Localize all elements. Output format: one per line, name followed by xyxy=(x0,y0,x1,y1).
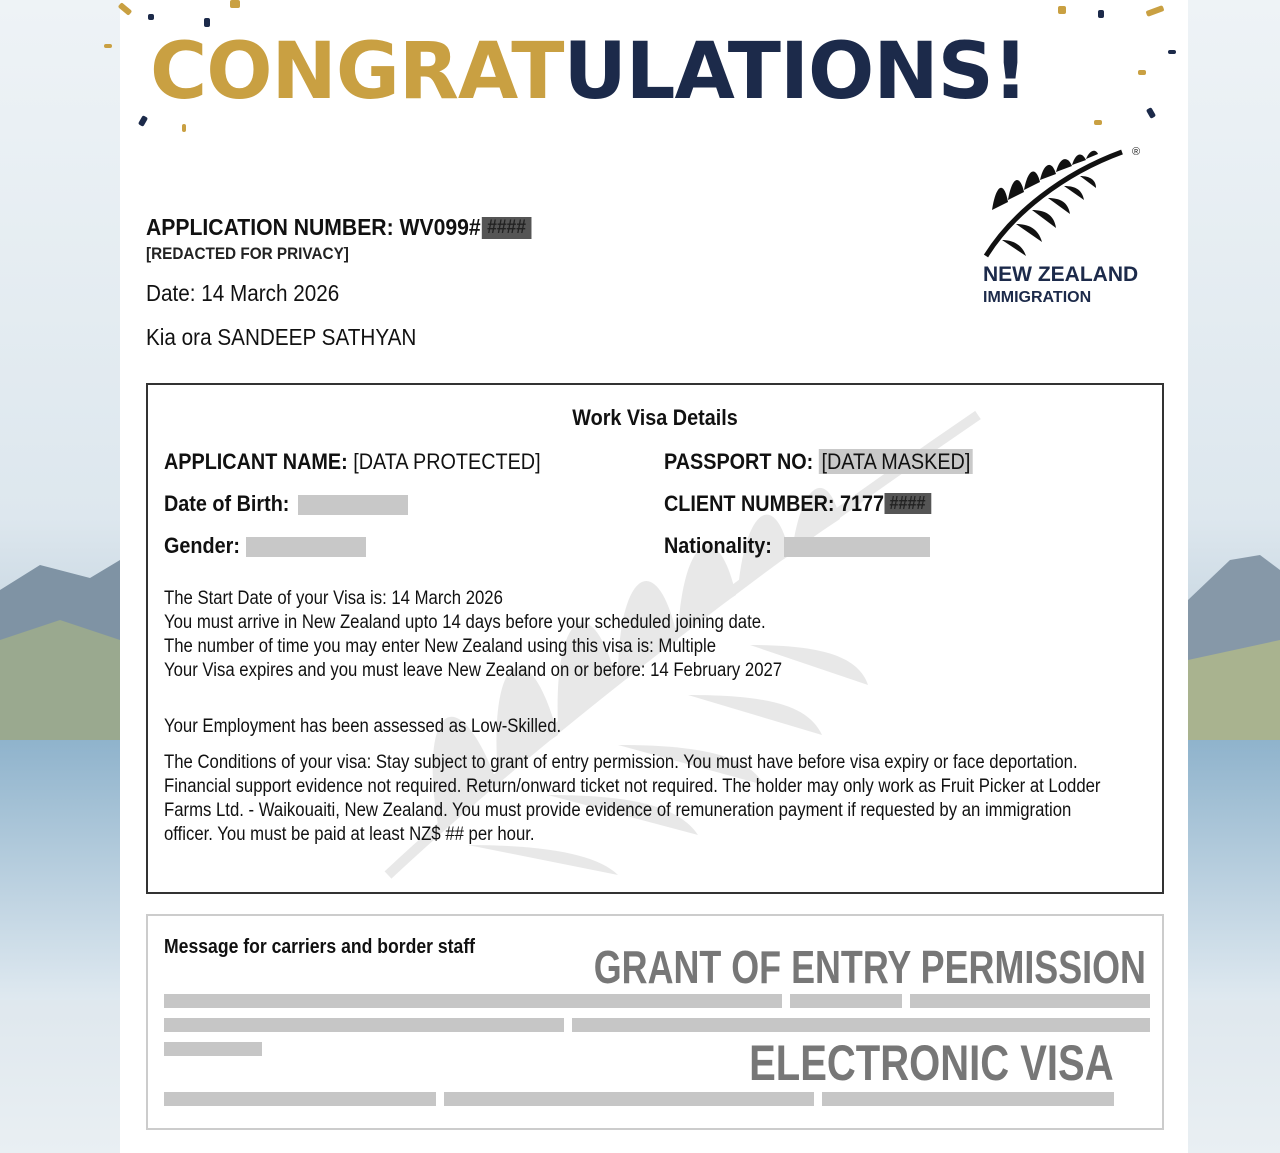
visa-term-line: The Start Date of your Visa is: 14 March 2026 xyxy=(164,588,503,609)
confetti-piece xyxy=(148,14,154,20)
visa-term-line: Your Visa expires and you must leave New Zealand on or before: 14 February 2027 xyxy=(164,660,783,681)
letter-date: Date: 14 March 2026 xyxy=(146,280,340,306)
visa-term-line: You must arrive in New Zealand upto 14 days before your scheduled joining date. xyxy=(164,612,766,633)
nz-immigration-logo xyxy=(982,144,1154,314)
visa-conditions xyxy=(164,751,1101,847)
confetti-piece xyxy=(230,0,240,8)
application-number xyxy=(146,214,532,241)
redacted-line xyxy=(164,1092,436,1106)
applicant-name-field xyxy=(164,449,541,475)
dob-label: Date of Birth: xyxy=(164,491,290,516)
work-visa-details-box xyxy=(146,383,1164,894)
electronic-visa-heading: ELECTRONIC VISA xyxy=(749,1035,1114,1091)
confetti-piece xyxy=(1094,120,1102,125)
confetti-piece xyxy=(1098,10,1104,18)
conditions-line: The Conditions of your visa: Stay subject to grant of entry permission. You must have before visa expiry or face deportation. xyxy=(164,752,1078,773)
confetti-piece xyxy=(1058,6,1066,14)
logo-line-immigration: IMMIGRATION xyxy=(983,289,1092,306)
applicant-name-label: APPLICANT NAME: xyxy=(164,449,348,474)
carrier-message-box xyxy=(146,914,1164,1130)
redacted-note: [REDACTED FOR PRIVACY] xyxy=(146,244,349,263)
passport-label: PASSPORT NO: xyxy=(664,449,814,474)
visa-term-line: The number of time you may enter New Zealand using this visa is: Multiple xyxy=(164,636,717,657)
confetti-piece xyxy=(182,124,186,132)
registered-mark: ® xyxy=(1132,146,1141,158)
nationality-label: Nationality: xyxy=(664,533,772,558)
confetti-piece xyxy=(104,44,112,48)
carrier-message-label: Message for carriers and border staff xyxy=(164,936,476,958)
employment-assessment xyxy=(164,715,1044,739)
dob-redacted-bar xyxy=(298,495,408,515)
work-visa-title: Work Visa Details xyxy=(572,405,738,430)
client-number-label: CLIENT NUMBER: xyxy=(664,491,835,516)
greeting: Kia ora SANDEEP SATHYAN xyxy=(146,324,417,350)
silver-fern-icon xyxy=(982,144,1142,262)
dob-field xyxy=(164,491,289,517)
application-number-label: APPLICATION NUMBER: WV099# xyxy=(146,214,481,240)
congratulations-headline xyxy=(150,22,1027,122)
client-number-value: 7177 xyxy=(840,491,885,516)
application-number-redaction: #### xyxy=(482,217,532,239)
gender-redacted-bar xyxy=(246,537,366,557)
headline-part-navy: ULATIONS! xyxy=(563,27,1028,117)
employment-line: Your Employment has been assessed as Low-Skilled. xyxy=(164,716,562,737)
redacted-line xyxy=(444,1092,814,1106)
nationality-redacted-bar xyxy=(784,537,930,557)
passport-field xyxy=(664,449,973,475)
visa-terms xyxy=(164,587,1044,683)
gender-field xyxy=(164,533,240,559)
redacted-line xyxy=(790,994,902,1008)
nationality-field xyxy=(664,533,772,559)
passport-value: [DATA MASKED] xyxy=(819,449,973,474)
redacted-line xyxy=(164,994,782,1008)
applicant-name-value: [DATA PROTECTED] xyxy=(353,449,541,474)
gender-label: Gender: xyxy=(164,533,240,558)
redacted-line xyxy=(164,1042,262,1056)
conditions-line: Farms Ltd. - Waikouaiti, New Zealand. You must provide evidence of remuneration payment if requested by an immigration xyxy=(164,800,1072,821)
conditions-line: Financial support evidence not required. Return/onward ticket not required. The holder may only work as Fruit Picker at Lodder xyxy=(164,776,1101,797)
redacted-line xyxy=(164,1018,564,1032)
redacted-line xyxy=(910,994,1150,1008)
confetti-piece xyxy=(1168,50,1176,54)
redacted-line xyxy=(572,1018,1150,1032)
redacted-line xyxy=(822,1092,1114,1106)
headline-part-gold: CONGRAT xyxy=(150,27,564,117)
logo-line-new-zealand: NEW ZEALAND xyxy=(983,263,1139,286)
grant-of-entry-heading: GRANT OF ENTRY PERMISSION xyxy=(593,941,1146,993)
conditions-line: officer. You must be paid at least NZ$ ## per hour. xyxy=(164,824,535,845)
client-number-field xyxy=(664,491,931,517)
confetti-piece xyxy=(1138,70,1146,75)
client-number-redaction: #### xyxy=(884,493,931,514)
